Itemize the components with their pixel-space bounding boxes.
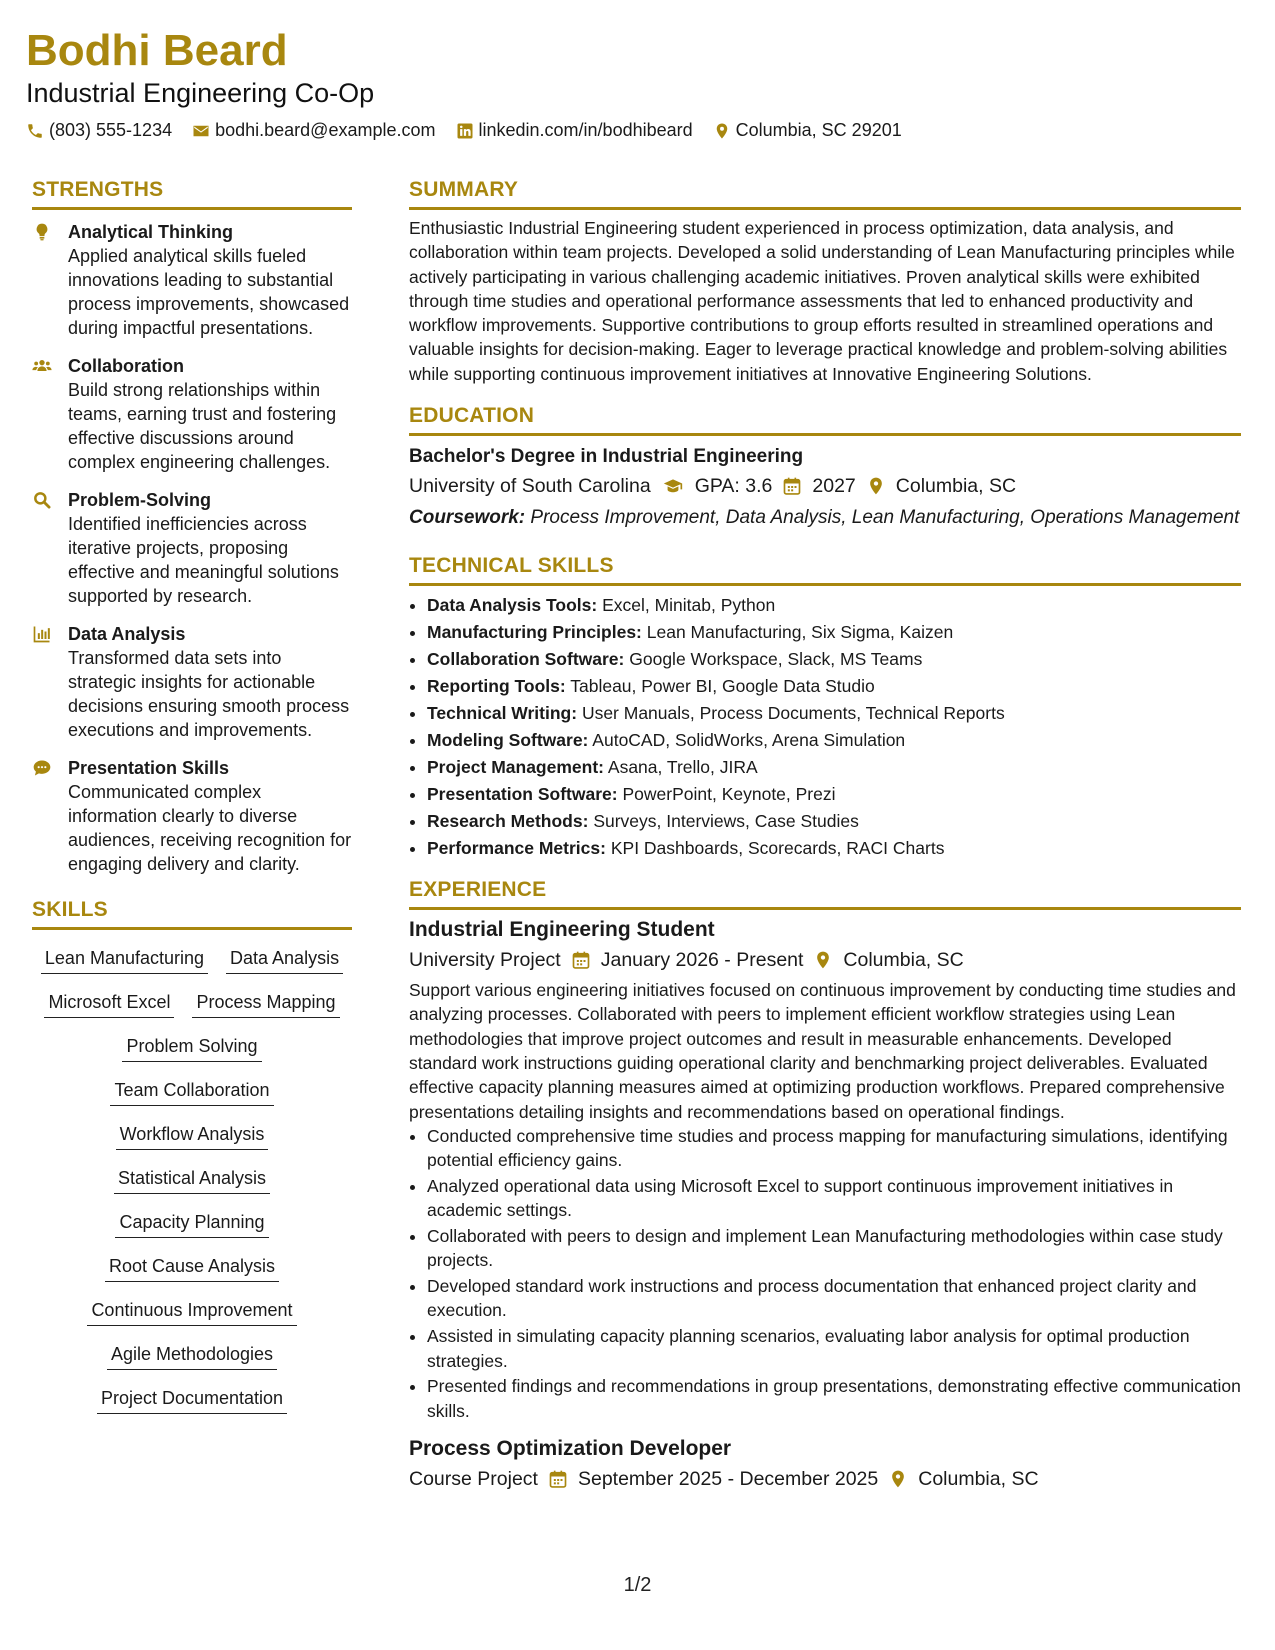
strength-item — [32, 622, 352, 742]
calendar-icon — [548, 1469, 568, 1489]
strength-title: Data Analysis — [68, 624, 186, 644]
list-item: • Assisted in simulating capacity planning scenarios, evaluating labor analysis for optimal production strategies. — [427, 1324, 1241, 1373]
strengths-section — [32, 176, 352, 876]
skill-chip: Workflow Analysis — [116, 1120, 269, 1150]
strength-description: Applied analytical skills fueled innovations leading to substantial process improvements, showcased during impactful presentations. — [68, 246, 350, 338]
email-text[interactable]: bodhi.beard@example.com — [215, 120, 436, 140]
map-pin-icon — [713, 122, 731, 140]
list-item — [427, 700, 1241, 727]
map-pin-icon — [888, 1469, 908, 1489]
job-entry — [409, 1435, 1241, 1493]
contact-email[interactable] — [192, 120, 435, 141]
strength-title: Presentation Skills — [68, 758, 230, 778]
education-heading: EDUCATION — [409, 404, 535, 428]
list-item — [427, 673, 1241, 700]
strength-title: Analytical Thinking — [68, 222, 234, 242]
bar-chart-icon — [32, 622, 56, 742]
job-meta — [409, 946, 1241, 974]
contact-row — [26, 120, 1246, 141]
skill-chip: Lean Manufacturing — [41, 944, 208, 974]
skill-category: Reporting Tools: — [427, 676, 566, 697]
strengths-heading: STRENGTHS — [32, 178, 164, 201]
section-divider — [409, 433, 1241, 436]
summary-heading: SUMMARY — [409, 178, 519, 201]
calendar-icon — [571, 950, 591, 970]
summary-text: Enthusiastic Industrial Engineering student experienced in process optimization, data analysis, and collaboration within team projects. Developed a solid understanding of Lean Manufacturing principles while actively participating in various challenging academic initiatives. Proven analytical skills were exhibited through time studies and operational performance assessments that led to enhanced productivity and workflow improvements. Supportive contributions to group efforts resulted in streamlined operations and valuable insights for decision-making. Eager to leverage practical knowledge and problem-solving abilities while supporting continuous improvement initiatives at Innovative Engineering Solutions. — [409, 218, 1235, 384]
job-location: Columbia, SC — [918, 1467, 1039, 1490]
skill-values: Google Workspace, Slack, MS Teams — [629, 649, 923, 670]
job-entry — [409, 916, 1241, 1423]
job-meta — [409, 1465, 1241, 1493]
users-icon — [32, 354, 56, 474]
list-item: • Developed standard work instructions and process documentation that enhanced project clarity and execution. — [427, 1274, 1241, 1323]
strength-description: Communicated complex information clearly to diverse audiences, receiving recognition for engaging delivery and clarity. — [68, 782, 352, 874]
job-title: Industrial Engineering Student — [409, 918, 715, 942]
skill-chip: Project Documentation — [97, 1384, 287, 1414]
coursework-list: Process Improvement, Data Analysis, Lean Manufacturing, Operations Management — [530, 507, 1240, 529]
section-divider — [32, 927, 352, 930]
skill-category: Technical Writing: — [427, 703, 578, 724]
candidate-role: Industrial Engineering Co-Op — [26, 78, 375, 108]
skill-values: KPI Dashboards, Scorecards, RACI Charts — [610, 838, 945, 859]
skill-chip: Team Collaboration — [110, 1076, 273, 1106]
map-pin-icon — [866, 476, 886, 496]
linkedin-text[interactable]: linkedin.com/in/bodhibeard — [478, 120, 693, 140]
graduation-cap-icon — [661, 476, 685, 496]
strength-description: Build strong relationships within teams, earning trust and fostering effective discussions around complex engineering challenges. — [68, 380, 337, 472]
list-item — [427, 781, 1241, 808]
skill-values: Excel, Minitab, Python — [602, 595, 776, 616]
skill-chip: Microsoft Excel — [44, 988, 174, 1018]
education-meta — [409, 472, 1241, 500]
degree-title: Bachelor's Degree in Industrial Engineering — [409, 446, 804, 468]
list-item: • Analyzed operational data using Microsoft Excel to support continuous improvement initiatives in academic settings. — [427, 1174, 1241, 1223]
skill-category: Performance Metrics: — [427, 838, 606, 859]
strength-item — [32, 354, 352, 474]
skill-values: Asana, Trello, JIRA — [607, 757, 758, 778]
search-icon — [32, 488, 56, 608]
strength-item — [32, 220, 352, 340]
strength-description: Identified inefficiencies across iterative projects, proposing effective and meaningful solutions supported by research. — [68, 514, 339, 606]
list-item — [427, 835, 1241, 862]
graduation-year: 2027 — [812, 475, 856, 498]
skill-chip: Capacity Planning — [115, 1208, 268, 1238]
section-divider — [409, 583, 1241, 586]
calendar-icon — [782, 476, 802, 496]
experience-section — [409, 876, 1241, 1493]
section-divider — [409, 207, 1241, 210]
summary-section — [409, 176, 1241, 386]
skill-values: User Manuals, Process Documents, Technical Reports — [581, 703, 1005, 724]
skill-category: Research Methods: — [427, 811, 589, 832]
location-text: Columbia, SC 29201 — [735, 120, 902, 140]
skill-chip: Process Mapping — [192, 988, 339, 1018]
strength-item — [32, 488, 352, 608]
contact-location — [713, 120, 902, 141]
technical-skills-heading: TECHNICAL SKILLS — [409, 554, 614, 578]
gpa-text: GPA: 3.6 — [694, 475, 773, 498]
skill-values: AutoCAD, SolidWorks, Arena Simulation — [592, 730, 906, 751]
envelope-icon — [192, 122, 210, 140]
skill-chip: Continuous Improvement — [87, 1296, 296, 1326]
job-title: Process Optimization Developer — [409, 1436, 732, 1460]
section-divider — [32, 207, 352, 210]
phone-icon — [26, 122, 44, 140]
left-column — [32, 176, 352, 1414]
education-section — [409, 402, 1241, 530]
candidate-name: Bodhi Beard — [26, 26, 288, 75]
job-organization: Course Project — [409, 1467, 538, 1490]
right-column — [409, 176, 1241, 1493]
technical-skills-list — [409, 592, 1241, 862]
list-item: • Collaborated with peers to design and implement Lean Manufacturing methodologies within case study projects. — [427, 1224, 1241, 1273]
list-item — [427, 619, 1241, 646]
job-organization: University Project — [409, 949, 561, 972]
map-pin-icon — [813, 950, 833, 970]
skill-category: Data Analysis Tools: — [427, 595, 598, 616]
skill-category: Collaboration Software: — [427, 649, 625, 670]
coursework-label: Coursework: — [409, 507, 526, 529]
page-number: 1/2 — [623, 1574, 652, 1596]
skills-list — [32, 940, 352, 1414]
experience-heading: EXPERIENCE — [409, 878, 547, 902]
list-item: • Presented findings and recommendations in group presentations, demonstrating effective communication skills. — [427, 1374, 1241, 1423]
list-item — [427, 592, 1241, 619]
list-item — [427, 808, 1241, 835]
skill-category: Modeling Software: — [427, 730, 589, 751]
school-name: University of South Carolina — [409, 475, 651, 498]
list-item — [427, 646, 1241, 673]
strength-title: Problem-Solving — [68, 490, 212, 510]
technical-skills-section — [409, 552, 1241, 862]
strength-description: Transformed data sets into strategic insights for actionable decisions ensuring smooth process executions and improvements. — [68, 648, 350, 740]
job-location: Columbia, SC — [843, 949, 964, 972]
list-item — [427, 754, 1241, 781]
skills-section — [32, 896, 352, 1414]
skill-values: Tableau, Power BI, Google Data Studio — [570, 676, 875, 697]
job-dates: September 2025 - December 2025 — [577, 1467, 879, 1490]
list-item: • Conducted comprehensive time studies and process mapping for manufacturing simulations, identifying potential efficiency gains. — [427, 1124, 1241, 1173]
skills-heading: SKILLS — [32, 898, 108, 921]
resume-header — [26, 26, 1246, 141]
skill-category: Presentation Software: — [427, 784, 618, 805]
skill-chip: Root Cause Analysis — [105, 1252, 279, 1282]
skill-values: Lean Manufacturing, Six Sigma, Kaizen — [646, 622, 954, 643]
lightbulb-icon — [32, 220, 56, 340]
education-location: Columbia, SC — [895, 475, 1017, 498]
skill-chip: Problem Solving — [122, 1032, 261, 1062]
job-bullets — [409, 1124, 1241, 1423]
skill-values: Surveys, Interviews, Case Studies — [593, 811, 859, 832]
phone-text: (803) 555-1234 — [49, 120, 173, 140]
section-divider — [409, 907, 1241, 910]
contact-phone — [26, 120, 172, 141]
job-description: Support various engineering initiatives focused on continuous improvement by conducting time studies and analyzing processes. Collaborated with peers to implement efficient workflow strategies using Lean methodologies that improve project outcomes and result in measurable enhancements. Developed standard work instructions guiding operational clarity and benchmarking project deliverables. Evaluated effective capacity planning measures aimed at optimizing production workflows. Prepared comprehensive presentations detailing insights and recommendations based on operational findings. — [409, 980, 1236, 1122]
skill-category: Manufacturing Principles: — [427, 622, 642, 643]
comment-icon — [32, 756, 56, 876]
skill-values: PowerPoint, Keynote, Prezi — [622, 784, 836, 805]
skill-chip: Statistical Analysis — [114, 1164, 270, 1194]
strength-item — [32, 756, 352, 876]
coursework — [409, 506, 1241, 530]
contact-linkedin[interactable] — [456, 120, 693, 141]
skill-chip: Data Analysis — [226, 944, 343, 974]
job-dates: January 2026 - Present — [600, 949, 804, 972]
skill-category: Project Management: — [427, 757, 604, 778]
strength-title: Collaboration — [68, 356, 184, 376]
skill-chip: Agile Methodologies — [107, 1340, 277, 1370]
linkedin-icon — [456, 122, 474, 140]
list-item — [427, 727, 1241, 754]
